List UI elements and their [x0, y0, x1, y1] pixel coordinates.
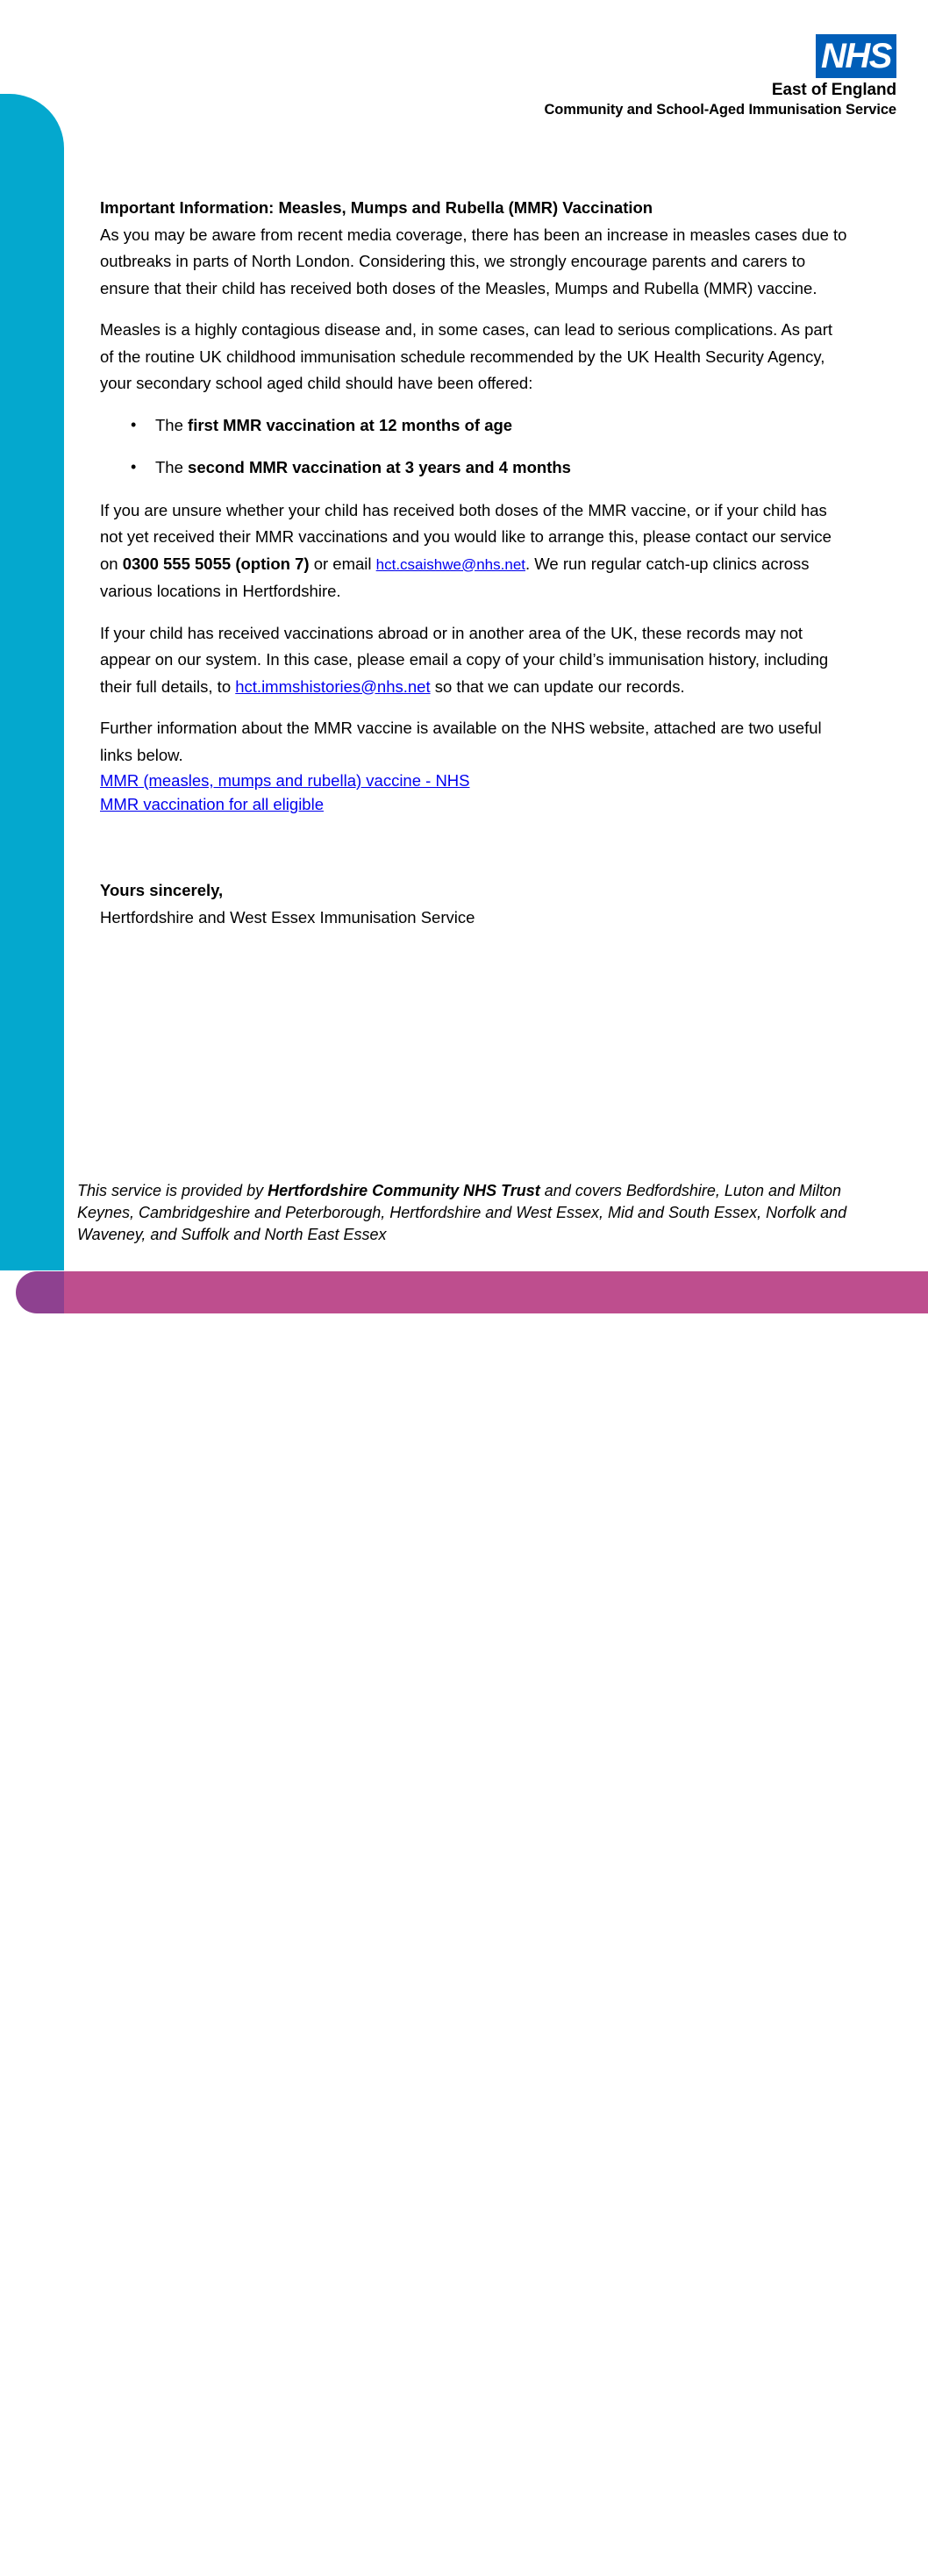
bullet-1-prefix: The: [155, 415, 189, 434]
signoff-sender: Hertfordshire and West Essex Immunisation Service: [100, 907, 475, 927]
letter-body: [100, 195, 847, 931]
contact-text-part2: or email: [309, 554, 376, 573]
nhs-logo: NHS: [816, 34, 896, 78]
paragraph-further-info: Further information about the MMR vaccine is available on the NHS website, attached are two useful links below.: [100, 719, 822, 764]
footer-text-part2: and covers Bedfordshire, Luton and Milton Keynes, Cambridgeshire and Peterborough, Hertfordshire and West Essex, Mid and South Essex, Norfolk and Waveney, and Suffolk and North East Essex: [77, 1182, 847, 1243]
signoff-salutation: Yours sincerely,: [100, 881, 224, 899]
header-service-label: Community and School-Aged Immunisation Service: [544, 102, 896, 118]
paragraph-records: [100, 620, 847, 701]
mmr-vaccination-eligible-link[interactable]: MMR vaccination for all eligible: [100, 795, 324, 813]
imms-histories-email-link[interactable]: hct.immshistories@nhs.net: [235, 676, 431, 696]
records-text-part2: so that we can update our records.: [430, 676, 685, 696]
bullet-2-prefix: The: [155, 458, 189, 476]
intro-paragraph-text: As you may be aware from recent media coverage, there has been an increase in measles cases due to outbreaks in parts of North London. Considering this, we strongly encourage parents and carers to ensure that their child has received both doses of the Measles, Mumps and Rubella (MMR) vaccine.: [100, 225, 847, 297]
footer-website-url: www.hct.nhs.uk: [739, 2551, 902, 2575]
header-region-label: East of England: [771, 81, 896, 99]
service-email-link[interactable]: hct.csaishwe@nhs.net: [375, 555, 525, 573]
footer-trust-name: Hertfordshire Community NHS Trust: [268, 1182, 540, 1199]
paragraph-contact: [100, 497, 847, 605]
footer-provider-statement: [77, 1180, 867, 1246]
signoff-block: [100, 877, 847, 931]
list-item: [100, 454, 847, 482]
footer-text-part1: This service is provided by: [77, 1182, 268, 1199]
mmr-dose-list: [100, 412, 847, 482]
letterhead-header: [0, 0, 928, 132]
bullet-2-bold: second MMR vaccination at 3 years and 4 months: [188, 458, 571, 476]
contact-text-part3: . We run regular catch-up clinics across various locations in Hertfordshire.: [100, 554, 810, 600]
bullet-1-bold: first MMR vaccination at 12 months of age: [188, 415, 513, 434]
contact-phone-number: 0300 555 5055 (option 7): [122, 554, 310, 573]
contact-text-part1: If you are unsure whether your child has received both doses of the MMR vaccine, or if your child has not yet received their MMR vaccinations and you would like to arrange this, please contact our service on: [100, 500, 832, 573]
records-text-part1: If your child has received vaccinations abroad or in another area of the UK, these records may not appear on our system. In this case, please email a copy of your child’s immunisation history, including their full details, to: [100, 623, 829, 696]
useful-links-block: [100, 769, 847, 816]
footer-magenta-bar: [64, 1271, 928, 2575]
mmr-vaccine-nhs-link[interactable]: MMR (measles, mumps and rubella) vaccine - NHS: [100, 771, 470, 790]
intro-paragraph: [100, 195, 847, 302]
paragraph-measles-info: Measles is a highly contagious disease and, in some cases, can lead to serious complications. As part of the routine UK childhood immunisation schedule recommended by the UK Health Security Agency, your secondary school aged child should have been offered:: [100, 320, 833, 392]
list-item: [100, 412, 847, 440]
left-accent-stripe: [0, 94, 64, 1270]
letter-title: Important Information: Measles, Mumps and Rubella (MMR) Vaccination: [100, 198, 653, 217]
